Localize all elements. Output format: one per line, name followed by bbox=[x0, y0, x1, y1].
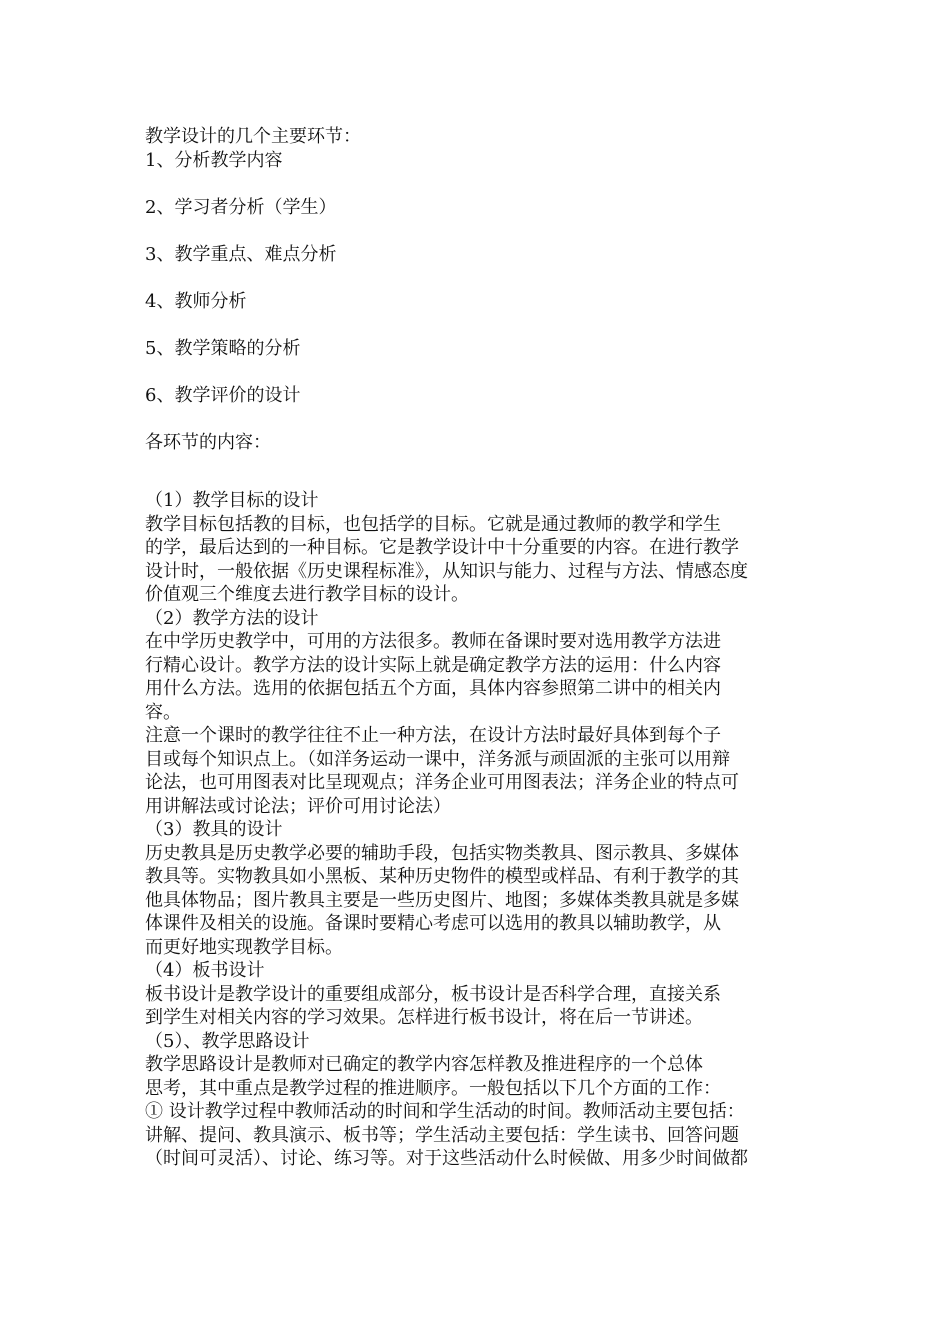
paragraph-line: 论法，也可用图表对比呈现观点；洋务企业可用图表法；洋务企业的特点可 bbox=[145, 772, 739, 793]
intro-title: 教学设计的几个主要环节： bbox=[145, 126, 361, 147]
section-heading-teaching-aids: （3）教具的设计 bbox=[145, 819, 283, 840]
paragraph-line: 的学，最后达到的一种目标。它是教学设计中十分重要的内容。在进行教学 bbox=[145, 537, 739, 558]
paragraph-line: 在中学历史教学中，可用的方法很多。教师在备课时要对选用教学方法进 bbox=[145, 631, 721, 652]
section-heading-blackboard: （4）板书设计 bbox=[145, 960, 265, 981]
step-item: 6、教学评价的设计 bbox=[145, 384, 301, 406]
paragraph-line: 他具体物品；图片教具主要是一些历史图片、地图；多媒体类教具就是多媒 bbox=[145, 889, 739, 911]
paragraph-line: 体课件及相关的设施。备课时要精心考虑可以选用的教具以辅助教学，从 bbox=[145, 913, 721, 934]
paragraph-line: 注意一个课时的教学往往不止一种方法，在设计方法时最好具体到每个子 bbox=[145, 725, 721, 746]
section-heading-methods: （2）教学方法的设计 bbox=[145, 607, 319, 629]
step-item: 1、分析教学内容 bbox=[145, 149, 283, 171]
paragraph-line: 价值观三个维度去进行教学目标的设计。 bbox=[145, 584, 469, 605]
paragraph-line: 历史教具是历史教学必要的辅助手段，包括实物类教具、图示教具、多媒体 bbox=[145, 842, 739, 864]
paragraph-line: 用什么方法。选用的依据包括五个方面，具体内容参照第二讲中的相关内 bbox=[145, 678, 721, 699]
paragraph-line: 板书设计是教学设计的重要组成部分，板书设计是否科学合理，直接关系 bbox=[145, 983, 721, 1005]
section-heading-objectives: （1）教学目标的设计 bbox=[145, 490, 319, 511]
paragraph-line: （时间可灵活）、讨论、练习等。对于这些活动什么时候做、用多少时间做都 bbox=[145, 1148, 748, 1169]
paragraph-line: 容。 bbox=[145, 701, 181, 723]
paragraph-line: 而更好地实现教学目标。 bbox=[145, 936, 343, 958]
step-item: 3、教学重点、难点分析 bbox=[145, 243, 337, 265]
paragraph-line: 到学生对相关内容的学习效果。怎样进行板书设计，将在后一节讲述。 bbox=[145, 1007, 703, 1028]
paragraph-line: 目或每个知识点上。（如洋务运动一课中，洋务派与顽固派的主张可以用辩 bbox=[145, 748, 730, 770]
document-page bbox=[145, 125, 815, 1171]
paragraph-line: 设计时，一般依据《历史课程标准》，从知识与能力、过程与方法、情感态度 bbox=[145, 560, 748, 582]
paragraph-line: 行精心设计。教学方法的设计实际上就是确定教学方法的运用：什么内容 bbox=[145, 654, 721, 676]
paragraph-line: 教学思路设计是教师对已确定的教学内容怎样教及推进程序的一个总体 bbox=[145, 1054, 703, 1075]
step-item: 4、教师分析 bbox=[145, 290, 247, 312]
paragraph-line: 思考，其中重点是教学过程的推进顺序。一般包括以下几个方面的工作： bbox=[145, 1077, 721, 1099]
paragraph-line: ① 设计教学过程中教师活动的时间和学生活动的时间。教师活动主要包括： bbox=[145, 1101, 745, 1122]
paragraph-line: 教学目标包括教的目标，也包括学的目标。它就是通过教师的教学和学生 bbox=[145, 513, 721, 535]
step-item: 2、学习者分析（学生） bbox=[145, 196, 337, 218]
sections-title: 各环节的内容： bbox=[145, 431, 271, 453]
section-heading-teaching-approach: （5）、教学思路设计 bbox=[145, 1030, 310, 1052]
paragraph-line: 用讲解法或讨论法；评价可用讨论法） bbox=[145, 795, 451, 817]
paragraph-line: 讲解、提问、教具演示、板书等；学生活动主要包括：学生读书、回答问题 bbox=[145, 1124, 739, 1146]
paragraph-line: 教具等。实物教具如小黑板、某种历史物件的模型或样品、有利于教学的其 bbox=[145, 866, 739, 887]
step-item: 5、教学策略的分析 bbox=[145, 337, 301, 359]
